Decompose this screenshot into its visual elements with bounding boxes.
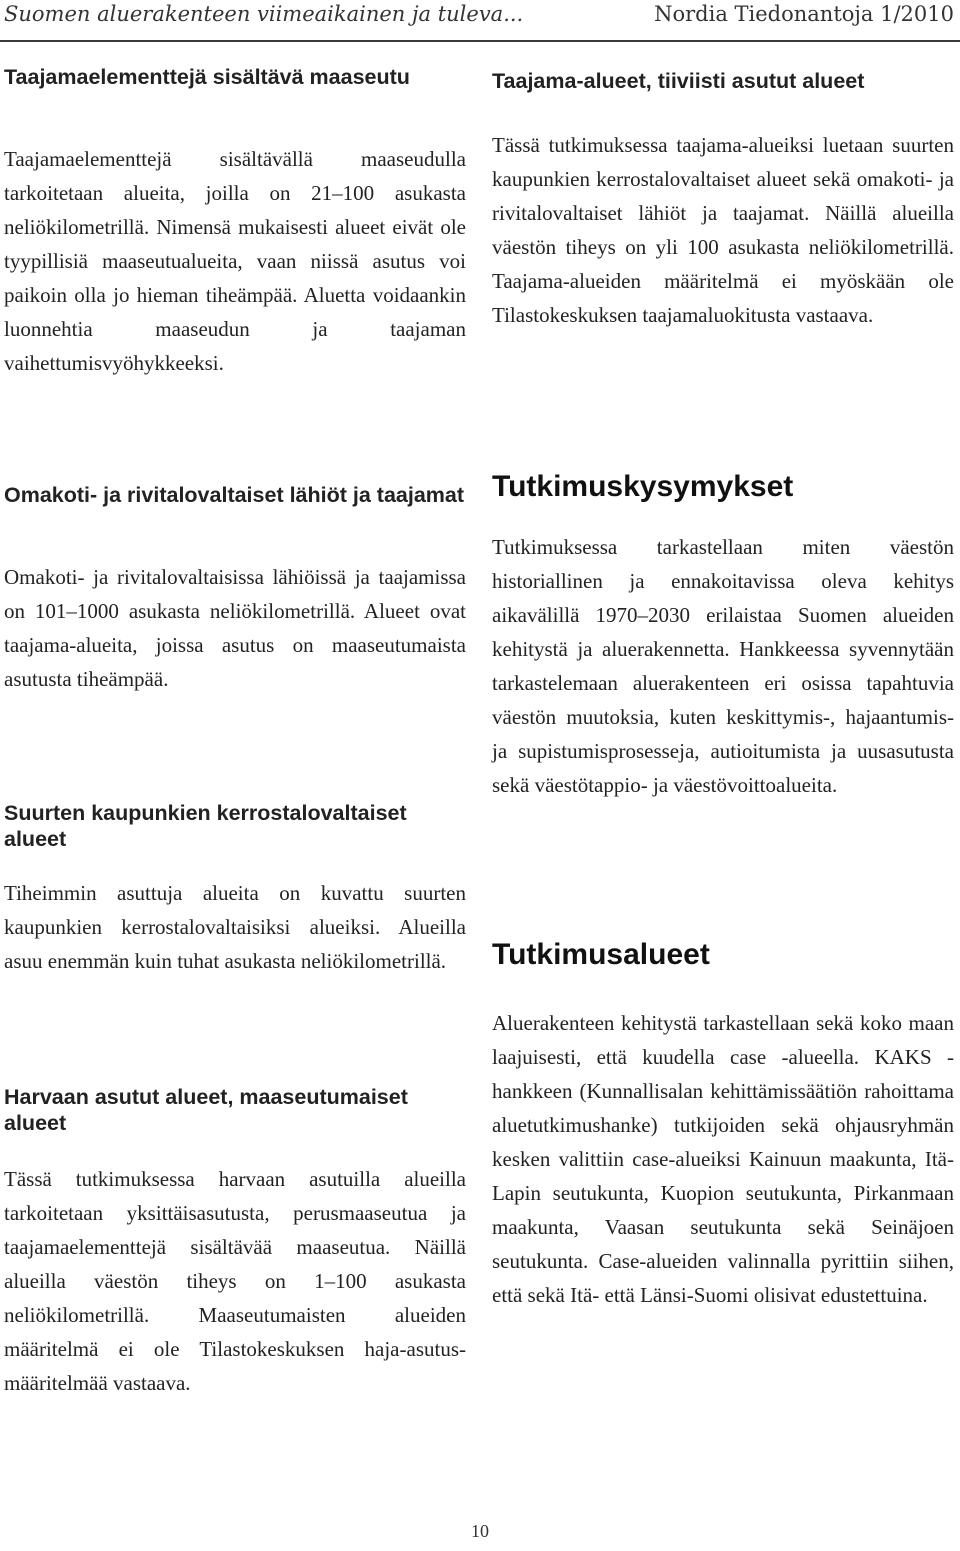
section-heading-omakoti: Omakoti- ja rivitalovaltaiset lähiöt ja taajamat: [4, 483, 465, 507]
section-heading-tutkimusalueet: Tutkimusalueet: [492, 938, 710, 971]
section-heading-taajama-alueet: Taajama-alueet, tiiviisti asutut alueet: [492, 69, 865, 93]
section-heading-suurten-kaupunkien: Suurten kaupunkien kerrostalovaltaiset alueet: [4, 801, 407, 851]
section-text-harvaan-asutut: Tässä tutkimuksessa harvaan asutuilla alueilla tarkoitetaan yksittäisasutusta, perusmaaseutua ja taajamaelementtejä sisältävää maaseutua. Näillä alueilla väestön tiheys on 1–100 asukasta neliökilometrillä. Maaseutumaisten alueiden määritelmä ei ole Tilastokeskuksen haja-asutus-määritelmää vastaava.: [4, 1167, 466, 1395]
section-heading-harvaan-asutut: Harvaan asutut alueet, maaseutumaiset alueet: [4, 1085, 408, 1135]
header-rule: [0, 40, 960, 42]
section-heading-taajamaelementteja: Taajamaelementtejä sisältävä maaseutu: [4, 65, 410, 89]
section-text-suurten-kaupunkien: Tiheimmin asuttuja alueita on kuvattu suurten kaupunkien kerrostalovaltaisiksi alueiksi. Alueilla asuu enemmän kuin tuhat asukasta neliökilometrillä.: [4, 881, 466, 973]
section-text-omakoti: Omakoti- ja rivitalovaltaisissa lähiöissä ja taajamissa on 101–1000 asukasta neliökilometrillä. Alueet ovat taajama-alueita, joissa asutus on maaseutumaista asutusta tiheämpää.: [4, 565, 466, 691]
page-number: 10: [471, 1521, 489, 1541]
section-text-taajama-alueet: Tässä tutkimuksessa taajama-alueiksi luetaan suurten kaupunkien kerrostalovaltaiset alueet sekä omakoti- ja rivitalovaltaiset lähiöt ja taajamat. Näillä alueilla väestön tiheys on yli 100 asukasta neliökilometrillä. Taajama-alueiden määritelmä ei myöskään ole Tilastokeskuksen taajamaluokitusta vastaava.: [492, 133, 954, 327]
section-text-tutkimuskysymykset: Tutkimuksessa tarkastellaan miten väestön historiallinen ja ennakoitavissa oleva kehitys aikavälillä 1970–2030 erilaistaa Suomen alueiden kehitystä ja aluerakennetta. Hankkeessa syvennytään tarkastelemaan aluerakenteen eri osissa tapahtuvia väestön muutoksia, kuten keskittymis-, hajaantumis- ja supistumisprosesseja, autioitumista ja uusasutusta sekä väestötappio- ja väestövoittoalueita.: [492, 535, 954, 797]
section-text-tutkimusalueet: Aluerakenteen kehitystä tarkastellaan sekä koko maan laajuisesti, että kuudella case -alueella. KAKS -hankkeen (Kunnallisalan kehittämissäätiön rahoittama aluetutkimushanke) tutkijoiden sekä ohjausryhmän kesken valittiin case-alueiksi Kainuun maakunta, Itä-Lapin seutukunta, Kuopion seutukunta, Pirkanmaan maakunta, Vaasan seutukunta sekä Seinäjoen seutukunta. Case-alueiden valinnalla pyrittiin siihen, että sekä Itä- että Länsi-Suomi olisivat edustettuina.: [492, 1011, 954, 1307]
running-header-title: Suomen aluerakenteen viimeaikainen ja tuleva...: [4, 2, 524, 26]
section-text-taajamaelementteja: Taajamaelementtejä sisältävällä maaseudulla tarkoitetaan alueita, joilla on 21–100 asukasta neliökilometrillä. Nimensä mukaisesti alueet eivät ole tyypillisiä maaseutualueita, vaan niissä asutus voi paikoin olla jo hieman tiheämpää. Aluetta voidaankin luonnehtia maaseudun ja taajaman vaihettumisvyöhykkeeksi.: [4, 147, 466, 375]
running-header-publication: Nordia Tiedonantoja 1/2010: [654, 2, 954, 26]
section-heading-tutkimuskysymykset: Tutkimuskysymykset: [492, 470, 794, 503]
